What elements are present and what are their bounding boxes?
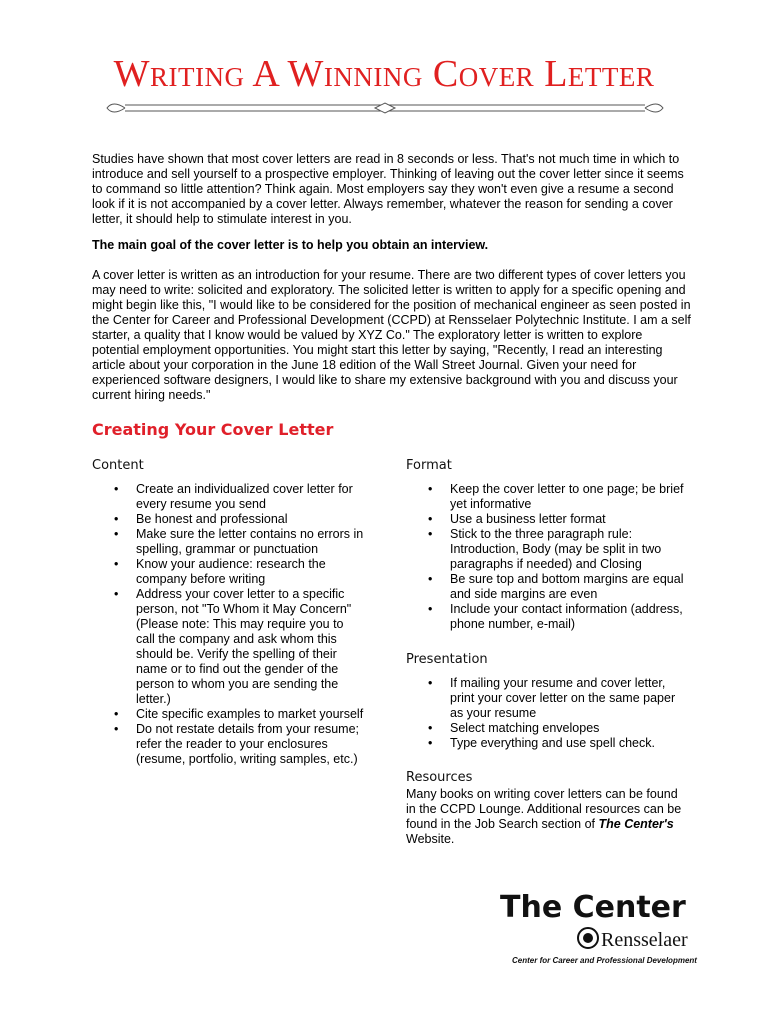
list-item: • Stick to the three paragraph rule: Introduction, Body (may be split in two paragraphs if needed) and Closing — [406, 527, 688, 572]
the-center-link-text: The Center's — [598, 817, 674, 831]
list-item: • Select matching envelopes — [406, 721, 688, 736]
resources-text-after: Website. — [406, 832, 455, 846]
list-item: • Type everything and use spell check. — [406, 736, 688, 751]
resources-text-before: Many books on writing cover letters can be found in the CCPD Lounge. Additional resources can be found in the Job Search section of — [406, 787, 682, 831]
logo-rensselaer-text: Rensselaer — [601, 929, 688, 951]
content-heading: Content — [92, 458, 144, 473]
list-item: • Be sure top and bottom margins are equal and side margins are even — [406, 572, 688, 602]
intro-paragraph: Studies have shown that most cover letters are read in 8 seconds or less. That's not much time in which to introduce and sell yourself to a prospective employer. Thinking of leaving out the cover letter since it seems to command so little attention? Think again. Most employers say they won't even give a resume a second look if it is not accompanied by a cover letter. Always remember, whatever the reason for sending a cover letter, it should help to stimulate interest in you. — [92, 152, 684, 226]
list-item: • Know your audience: research the company before writing — [92, 557, 364, 587]
logo-ccpd-text: Center for Career and Professional Development — [512, 956, 697, 965]
list-item: • If mailing your resume and cover letter, print your cover letter on the same paper as your resume — [406, 676, 688, 721]
resources-heading: Resources — [406, 770, 473, 785]
list-item: • Make sure the letter contains no errors in spelling, grammar or punctuation — [92, 527, 364, 557]
presentation-heading: Presentation — [406, 652, 488, 667]
list-item: • Cite specific examples to market yourself — [92, 707, 364, 722]
the-center-logo — [500, 875, 710, 967]
list-item: • Be honest and professional — [92, 512, 364, 527]
section-heading-creating: Creating Your Cover Letter — [92, 420, 334, 439]
format-list — [406, 482, 688, 632]
list-item: • Create an individualized cover letter for every resume you send — [92, 482, 364, 512]
main-goal-statement: The main goal of the cover letter is to help you obtain an interview. — [92, 238, 489, 252]
list-item: • Do not restate details from your resume; refer the reader to your enclosures (resume, portfolio, writing samples, etc.) — [92, 722, 364, 767]
list-item: • Include your contact information (address, phone number, e-mail) — [406, 602, 688, 632]
list-item: • Use a business letter format — [406, 512, 688, 527]
logo-the-center-text: The Center — [500, 890, 686, 925]
resources-text — [406, 787, 688, 847]
presentation-list — [406, 676, 688, 751]
list-item: • Keep the cover letter to one page; be brief yet informative — [406, 482, 688, 512]
cover-letter-types-paragraph: A cover letter is written as an introduction for your resume. There are two different types of cover letters you may need to write: solicited and exploratory. The solicited letter is written to apply for a specific opening and might begin like this, "I would like to be considered for the position of mechanical engineer as seen posted in the Center for Career and Professional Development (CCPD) at Rensselaer Polytechnic Institute. I am a self starter, a quality that I know would be valued by XYZ Co." The exploratory letter is written to explore potential employment opportunities. You might start this letter by saying, "Recently, I read an interesting article about your corporation in the June 18 edition of the Wall Street Journal. Given your need for experienced software designers, I would like to share my extensive background with you and discuss your current hiring needs." — [92, 268, 691, 402]
page-title: Writing A Winning Cover Letter — [113, 53, 655, 95]
rensselaer-seal-icon — [578, 928, 598, 948]
content-list — [92, 482, 364, 767]
ornamental-divider — [105, 98, 665, 118]
format-heading: Format — [406, 458, 452, 473]
list-item: • Address your cover letter to a specific person, not "To Whom it May Concern" (Please note: This may require you to call the company and ask whom this should be. Verify the spelling of their name or to find out the gender of the person to whom you are sending the letter.) — [92, 587, 364, 707]
